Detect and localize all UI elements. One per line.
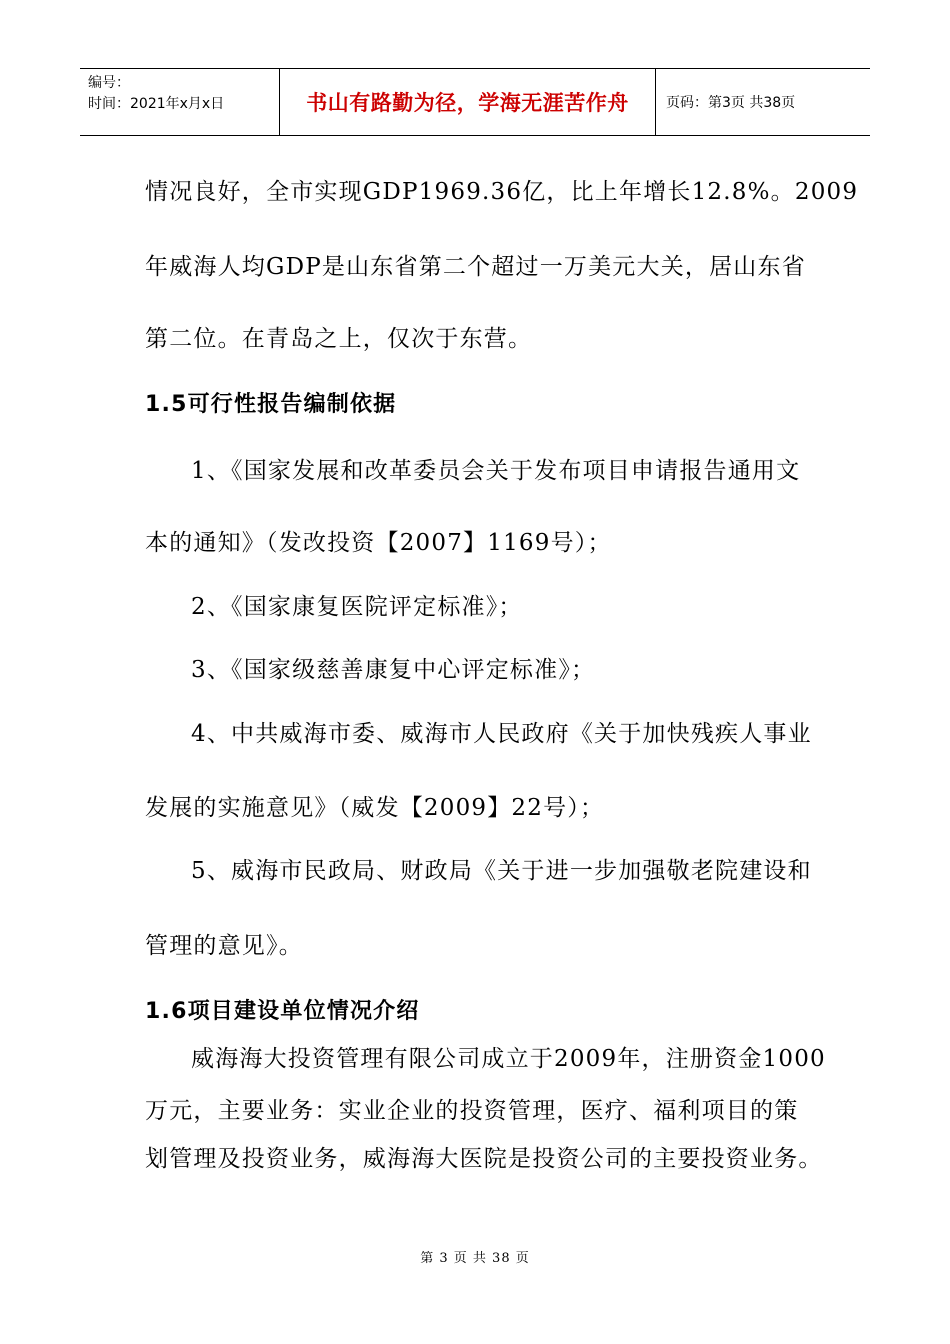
paragraph-line: 年威海人均GDP是山东省第二个超过一万美元大关，居山东省: [145, 254, 806, 280]
list-item-1: 1、《国家发展和改革委员会关于发布项目申请报告通用文: [191, 458, 801, 484]
list-item-4-continued: 发展的实施意见》（威发【2009】22号）；: [145, 795, 605, 821]
header-motto: 书山有路勤为径，学海无涯苦作舟: [280, 69, 656, 135]
list-item-2: 2、《国家康复医院评定标准》；: [191, 594, 523, 620]
list-item-3: 3、《国家级慈善康复中心评定标准》；: [191, 657, 596, 683]
paragraph-line: 威海海大投资管理有限公司成立于2009年，注册资金1000: [191, 1046, 826, 1072]
page-header: [80, 68, 870, 136]
list-item-5-continued: 管理的意见》。: [145, 933, 303, 959]
list-item-4: 4、中共威海市委、威海市人民政府《关于加快残疾人事业: [191, 721, 812, 747]
list-item-1-continued: 本的通知》（发改投资【2007】1169号）；: [145, 530, 612, 556]
paragraph-line: 情况良好，全市实现GDP1969.36亿，比上年增长12.8%。2009: [145, 179, 859, 205]
section-heading-1-5: 1.5可行性报告编制依据: [145, 392, 397, 417]
list-item-5: 5、威海市民政局、财政局《关于进一步加强敬老院建设和: [191, 858, 812, 884]
document-date: 时间：2021年x月x日: [88, 96, 225, 112]
paragraph-line: 第二位。在青岛之上，仅次于东营。: [145, 326, 533, 352]
document-number-label: 编号：: [88, 75, 130, 91]
header-page-number: 页码：第3页 共38页: [666, 95, 796, 111]
header-meta: [80, 69, 280, 135]
paragraph-line: 万元，主要业务：实业企业的投资管理，医疗、福利项目的策: [145, 1098, 799, 1124]
section-heading-1-6: 1.6项目建设单位情况介绍: [145, 999, 420, 1024]
page-footer: 第 3 页 共 38 页: [420, 1251, 530, 1266]
paragraph-line: 划管理及投资业务，威海海大医院是投资公司的主要投资业务。: [145, 1146, 823, 1172]
